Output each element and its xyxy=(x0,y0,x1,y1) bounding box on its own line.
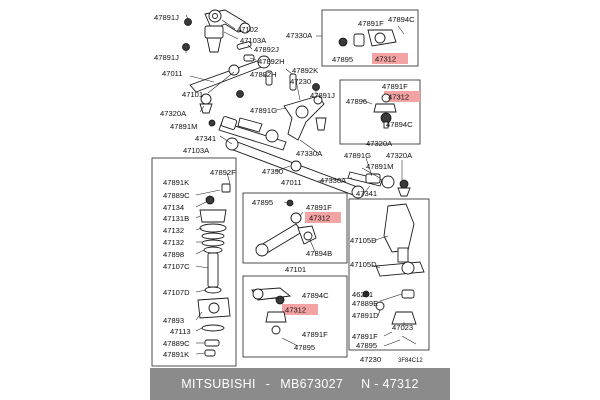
footer-separator: - xyxy=(265,377,271,391)
label-47892h-top: 47892H xyxy=(258,57,285,66)
label-47891g-mid: 47891G xyxy=(250,106,278,115)
label-47103a-top: 47103A xyxy=(240,36,267,45)
relay-link-center xyxy=(226,138,364,198)
label-box1-47894c: 47894C xyxy=(388,15,415,24)
label-47101-left: 47101 xyxy=(182,90,204,99)
label-47103a-left: 47103A xyxy=(183,146,210,155)
label-box2-47312: 47312 xyxy=(388,92,410,102)
label-box1-47895: 47895 xyxy=(332,55,354,64)
label-47892j: 47892J xyxy=(254,45,279,54)
label-47107d: 47107D xyxy=(163,288,190,297)
label-47390: 47390 xyxy=(262,167,284,176)
label-box2-47896: 47896 xyxy=(346,97,368,106)
label-center-47895: 47895 xyxy=(252,198,274,207)
label-47320a-left: 47320A xyxy=(160,109,187,118)
label-right-47891m: 47891M xyxy=(366,162,394,171)
footer-brand: MITSUBISHI xyxy=(181,377,256,391)
label-center-47101: 47101 xyxy=(285,265,307,274)
label-47230-bottom: 47230 xyxy=(360,355,382,364)
label-box2-47320a: 47320A xyxy=(366,139,393,148)
label-47891j-b: 47891J xyxy=(154,53,179,62)
label-47330a-top: 47330A xyxy=(286,31,313,40)
label-47892h-mid: 47892H xyxy=(250,70,277,79)
label-47023: 47023 xyxy=(392,323,414,332)
label-46261: 46261 xyxy=(352,290,374,299)
label-right-47330a: 47330A xyxy=(320,176,347,185)
label-47105d-b: 47105D xyxy=(350,260,377,269)
label-right-47891g: 47891G xyxy=(344,151,372,160)
label-right-47320a: 47320A xyxy=(386,151,413,160)
label-47889c-bottom: 47889C xyxy=(163,339,190,348)
label-47011-left: 47011 xyxy=(162,69,183,78)
label-47230-mid: 47230 xyxy=(290,77,312,86)
label-center-47891f: 47891F xyxy=(306,203,332,212)
label-47893: 47893 xyxy=(163,316,185,325)
label-box2-47894c: 47894C xyxy=(386,120,413,129)
label-47891j-a: 47891J xyxy=(154,13,179,22)
label-center-47894b: 47894B xyxy=(306,249,333,258)
label-47132-a: 47132 xyxy=(163,226,185,235)
label-47891f-right: 47891F xyxy=(352,332,378,341)
tie-rod-left xyxy=(209,116,286,150)
label-47341-left: 47341 xyxy=(195,134,217,143)
label-47132-b: 47132 xyxy=(163,238,185,247)
label-47105d-a: 47105D xyxy=(350,236,377,245)
label-47113: 47113 xyxy=(170,327,191,336)
label-right-47341: 47341 xyxy=(356,189,378,198)
label-47891m-left: 47891M xyxy=(170,122,198,131)
label-47107c: 47107C xyxy=(163,262,190,271)
label-47892f-left: 47892F xyxy=(210,168,236,177)
label-47102: 47102 xyxy=(237,25,259,34)
label-47131b: 47131B xyxy=(163,214,190,223)
footer-code: N - 47312 xyxy=(361,377,419,391)
label-lower-47894c: 47894C xyxy=(302,291,329,300)
idler-bracket-stack xyxy=(198,184,230,356)
label-lower-47895: 47895 xyxy=(294,343,316,352)
label-lower-47891f: 47891F xyxy=(302,330,328,339)
footer-bar xyxy=(150,368,450,400)
label-47892k: 47892K xyxy=(292,66,319,75)
label-box2-47891f: 47891F xyxy=(382,82,408,91)
label-47330a-mid: 47330A xyxy=(296,149,323,158)
ball-joint-47330a xyxy=(339,26,404,46)
footer-part-number: MB673027 xyxy=(280,377,344,391)
label-47891k: 47891K xyxy=(163,178,190,187)
label-box1-47891f: 47891F xyxy=(358,19,384,28)
drawing-code: 3F84C12 xyxy=(398,358,423,364)
pitman-arm-47101 xyxy=(252,288,298,346)
label-lower-47312: 47312 xyxy=(285,305,307,315)
label-47898: 47898 xyxy=(163,250,185,259)
label-47891k-bottom: 47891K xyxy=(163,350,190,359)
label-47891j-c: 47891J xyxy=(310,91,335,100)
label-47889c: 47889C xyxy=(163,191,190,200)
label-center-47312: 47312 xyxy=(309,213,331,223)
label-box1-47312: 47312 xyxy=(375,54,397,64)
label-47895-right: 47895 xyxy=(356,341,378,350)
label-47891d: 47891D xyxy=(352,311,379,320)
label-47134: 47134 xyxy=(163,203,185,212)
label-47889e: 47889E xyxy=(352,299,379,308)
label-47011-center: 47011 xyxy=(281,178,302,187)
